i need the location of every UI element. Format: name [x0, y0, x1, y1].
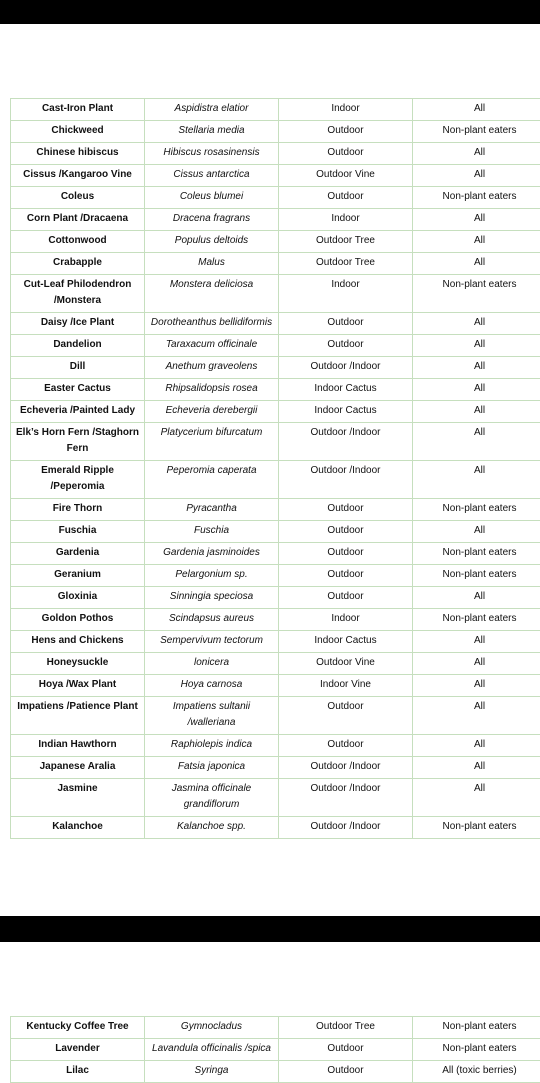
table-row: [11, 209, 540, 231]
toxic-to-cell: All: [413, 379, 540, 401]
common-name-cell: Easter Cactus: [11, 379, 145, 401]
plant-table-body: [11, 1017, 540, 1083]
plant-type-cell: Indoor: [279, 99, 413, 121]
table-row: [11, 757, 540, 779]
scientific-name-cell: Syringa: [145, 1061, 279, 1083]
common-name-cell: Cottonwood: [11, 231, 145, 253]
scientific-name-cell: Sempervivum tectorum: [145, 631, 279, 653]
common-name-cell: Gloxinia: [11, 587, 145, 609]
common-name-cell: Lilac: [11, 1061, 145, 1083]
plant-type-cell: Outdoor /Indoor: [279, 461, 413, 499]
table-row: [11, 1039, 540, 1061]
plant-type-cell: Outdoor /Indoor: [279, 817, 413, 839]
scientific-name-cell: Hoya carnosa: [145, 675, 279, 697]
plant-type-cell: Outdoor: [279, 335, 413, 357]
common-name-cell: Geranium: [11, 565, 145, 587]
toxic-to-cell: All: [413, 461, 540, 499]
scientific-name-cell: lonicera: [145, 653, 279, 675]
scientific-name-cell: Pyracantha: [145, 499, 279, 521]
plant-type-cell: Outdoor /Indoor: [279, 757, 413, 779]
scientific-name-cell: Kalanchoe spp.: [145, 817, 279, 839]
top-black-bar: [0, 0, 540, 24]
scientific-name-cell: Aspidistra elatior: [145, 99, 279, 121]
table-row: [11, 817, 540, 839]
plant-type-cell: Outdoor: [279, 735, 413, 757]
plant-type-cell: Indoor: [279, 209, 413, 231]
toxic-to-cell: Non-plant eaters: [413, 187, 540, 209]
scientific-name-cell: Dracena fragrans: [145, 209, 279, 231]
scientific-name-cell: Gardenia jasminoides: [145, 543, 279, 565]
table-row: [11, 231, 540, 253]
toxic-to-cell: All: [413, 521, 540, 543]
plant-type-cell: Indoor Vine: [279, 675, 413, 697]
table-row: [11, 1017, 540, 1039]
toxic-to-cell: All: [413, 143, 540, 165]
toxic-to-cell: Non-plant eaters: [413, 817, 540, 839]
scientific-name-cell: Hibiscus rosasinensis: [145, 143, 279, 165]
scientific-name-cell: Coleus blumei: [145, 187, 279, 209]
toxic-to-cell: All (toxic berries): [413, 1061, 540, 1083]
scientific-name-cell: Scindapsus aureus: [145, 609, 279, 631]
common-name-cell: Cissus /Kangaroo Vine: [11, 165, 145, 187]
toxic-to-cell: All: [413, 335, 540, 357]
scientific-name-cell: Monstera deliciosa: [145, 275, 279, 313]
plant-table-body: [11, 99, 540, 839]
toxic-to-cell: Non-plant eaters: [413, 1039, 540, 1061]
table-row: [11, 521, 540, 543]
scientific-name-cell: Rhipsalidopsis rosea: [145, 379, 279, 401]
table-row: [11, 543, 540, 565]
common-name-cell: Hoya /Wax Plant: [11, 675, 145, 697]
toxic-to-cell: All: [413, 587, 540, 609]
toxic-to-cell: Non-plant eaters: [413, 543, 540, 565]
table-row: [11, 165, 540, 187]
plant-type-cell: Indoor Cactus: [279, 631, 413, 653]
scientific-name-cell: Lavandula officinalis /spica: [145, 1039, 279, 1061]
table-row: [11, 675, 540, 697]
common-name-cell: Corn Plant /Dracaena: [11, 209, 145, 231]
common-name-cell: Goldon Pothos: [11, 609, 145, 631]
common-name-cell: Gardenia: [11, 543, 145, 565]
plant-type-cell: Indoor: [279, 609, 413, 631]
scientific-name-cell: Cissus antarctica: [145, 165, 279, 187]
plant-table-page-1: [10, 98, 540, 839]
common-name-cell: Jasmine: [11, 779, 145, 817]
plant-type-cell: Outdoor: [279, 565, 413, 587]
toxic-to-cell: All: [413, 357, 540, 379]
plant-type-cell: Outdoor: [279, 1039, 413, 1061]
plant-type-cell: Outdoor: [279, 521, 413, 543]
plant-type-cell: Outdoor: [279, 313, 413, 335]
table-row: [11, 187, 540, 209]
plant-type-cell: Outdoor /Indoor: [279, 779, 413, 817]
common-name-cell: Crabapple: [11, 253, 145, 275]
common-name-cell: Japanese Aralia: [11, 757, 145, 779]
plant-type-cell: Outdoor: [279, 543, 413, 565]
plant-type-cell: Outdoor: [279, 187, 413, 209]
table-row: [11, 379, 540, 401]
scientific-name-cell: Gymnocladus: [145, 1017, 279, 1039]
table-row: [11, 631, 540, 653]
scientific-name-cell: Populus deltoids: [145, 231, 279, 253]
table-row: [11, 99, 540, 121]
scientific-name-cell: Malus: [145, 253, 279, 275]
table-row: [11, 565, 540, 587]
scientific-name-cell: Impatiens sultanii /walleriana: [145, 697, 279, 735]
table-row: [11, 461, 540, 499]
toxic-to-cell: All: [413, 735, 540, 757]
common-name-cell: Chinese hibiscus: [11, 143, 145, 165]
plant-type-cell: Indoor Cactus: [279, 379, 413, 401]
common-name-cell: Fire Thorn: [11, 499, 145, 521]
plant-type-cell: Outdoor Tree: [279, 231, 413, 253]
plant-type-cell: Outdoor: [279, 143, 413, 165]
plant-table-page-2: [10, 1016, 540, 1083]
toxic-to-cell: Non-plant eaters: [413, 121, 540, 143]
table-row: [11, 697, 540, 735]
scientific-name-cell: Platycerium bifurcatum: [145, 423, 279, 461]
toxic-to-cell: All: [413, 779, 540, 817]
scientific-name-cell: Anethum graveolens: [145, 357, 279, 379]
toxic-to-cell: Non-plant eaters: [413, 499, 540, 521]
table-row: [11, 313, 540, 335]
table-row: [11, 779, 540, 817]
common-name-cell: Elk’s Horn Fern /Staghorn Fern: [11, 423, 145, 461]
toxic-to-cell: All: [413, 99, 540, 121]
table-row: [11, 587, 540, 609]
common-name-cell: Dandelion: [11, 335, 145, 357]
scientific-name-cell: Sinningia speciosa: [145, 587, 279, 609]
table-row: [11, 499, 540, 521]
scientific-name-cell: Taraxacum officinale: [145, 335, 279, 357]
toxic-to-cell: All: [413, 165, 540, 187]
table-row: [11, 335, 540, 357]
common-name-cell: Hens and Chickens: [11, 631, 145, 653]
table-row: [11, 253, 540, 275]
scientific-name-cell: Echeveria derebergii: [145, 401, 279, 423]
toxic-to-cell: Non-plant eaters: [413, 1017, 540, 1039]
scientific-name-cell: Peperomia caperata: [145, 461, 279, 499]
common-name-cell: Coleus: [11, 187, 145, 209]
table-row: [11, 735, 540, 757]
table-row: [11, 609, 540, 631]
common-name-cell: Kalanchoe: [11, 817, 145, 839]
scientific-name-cell: Jasmina officinale grandiflorum: [145, 779, 279, 817]
plant-type-cell: Outdoor Vine: [279, 165, 413, 187]
plant-type-cell: Outdoor Tree: [279, 1017, 413, 1039]
toxic-to-cell: Non-plant eaters: [413, 275, 540, 313]
common-name-cell: Impatiens /Patience Plant: [11, 697, 145, 735]
table-row: [11, 423, 540, 461]
toxic-to-cell: All: [413, 231, 540, 253]
toxic-to-cell: Non-plant eaters: [413, 609, 540, 631]
plant-type-cell: Indoor: [279, 275, 413, 313]
toxic-to-cell: All: [413, 631, 540, 653]
plant-type-cell: Outdoor /Indoor: [279, 423, 413, 461]
common-name-cell: Indian Hawthorn: [11, 735, 145, 757]
table-row: [11, 121, 540, 143]
scientific-name-cell: Dorotheanthus bellidiformis: [145, 313, 279, 335]
table-row: [11, 401, 540, 423]
toxic-to-cell: All: [413, 209, 540, 231]
toxic-to-cell: All: [413, 423, 540, 461]
common-name-cell: Lavender: [11, 1039, 145, 1061]
scientific-name-cell: Fuschia: [145, 521, 279, 543]
common-name-cell: Chickweed: [11, 121, 145, 143]
toxic-to-cell: All: [413, 675, 540, 697]
common-name-cell: Honeysuckle: [11, 653, 145, 675]
common-name-cell: Echeveria /Painted Lady: [11, 401, 145, 423]
common-name-cell: Emerald Ripple /Peperomia: [11, 461, 145, 499]
plant-type-cell: Indoor Cactus: [279, 401, 413, 423]
plant-type-cell: Outdoor: [279, 1061, 413, 1083]
table-row: [11, 653, 540, 675]
common-name-cell: Dill: [11, 357, 145, 379]
toxic-to-cell: All: [413, 653, 540, 675]
table-row: [11, 1061, 540, 1083]
toxic-to-cell: All: [413, 313, 540, 335]
scientific-name-cell: Fatsia japonica: [145, 757, 279, 779]
plant-type-cell: Outdoor /Indoor: [279, 357, 413, 379]
common-name-cell: Cut-Leaf Philodendron /Monstera: [11, 275, 145, 313]
scientific-name-cell: Raphiolepis indica: [145, 735, 279, 757]
table-row: [11, 275, 540, 313]
table-row: [11, 143, 540, 165]
common-name-cell: Fuschia: [11, 521, 145, 543]
page-break-bar: [0, 916, 540, 942]
toxic-to-cell: All: [413, 697, 540, 735]
plant-type-cell: Outdoor: [279, 121, 413, 143]
common-name-cell: Daisy /Ice Plant: [11, 313, 145, 335]
common-name-cell: Kentucky Coffee Tree: [11, 1017, 145, 1039]
plant-type-cell: Outdoor Tree: [279, 253, 413, 275]
toxic-to-cell: All: [413, 757, 540, 779]
plant-type-cell: Outdoor Vine: [279, 653, 413, 675]
toxic-to-cell: All: [413, 253, 540, 275]
table-row: [11, 357, 540, 379]
plant-type-cell: Outdoor: [279, 587, 413, 609]
plant-type-cell: Outdoor: [279, 697, 413, 735]
plant-type-cell: Outdoor: [279, 499, 413, 521]
scientific-name-cell: Stellaria media: [145, 121, 279, 143]
scientific-name-cell: Pelargonium sp.: [145, 565, 279, 587]
common-name-cell: Cast-Iron Plant: [11, 99, 145, 121]
toxic-to-cell: Non-plant eaters: [413, 565, 540, 587]
toxic-to-cell: All: [413, 401, 540, 423]
